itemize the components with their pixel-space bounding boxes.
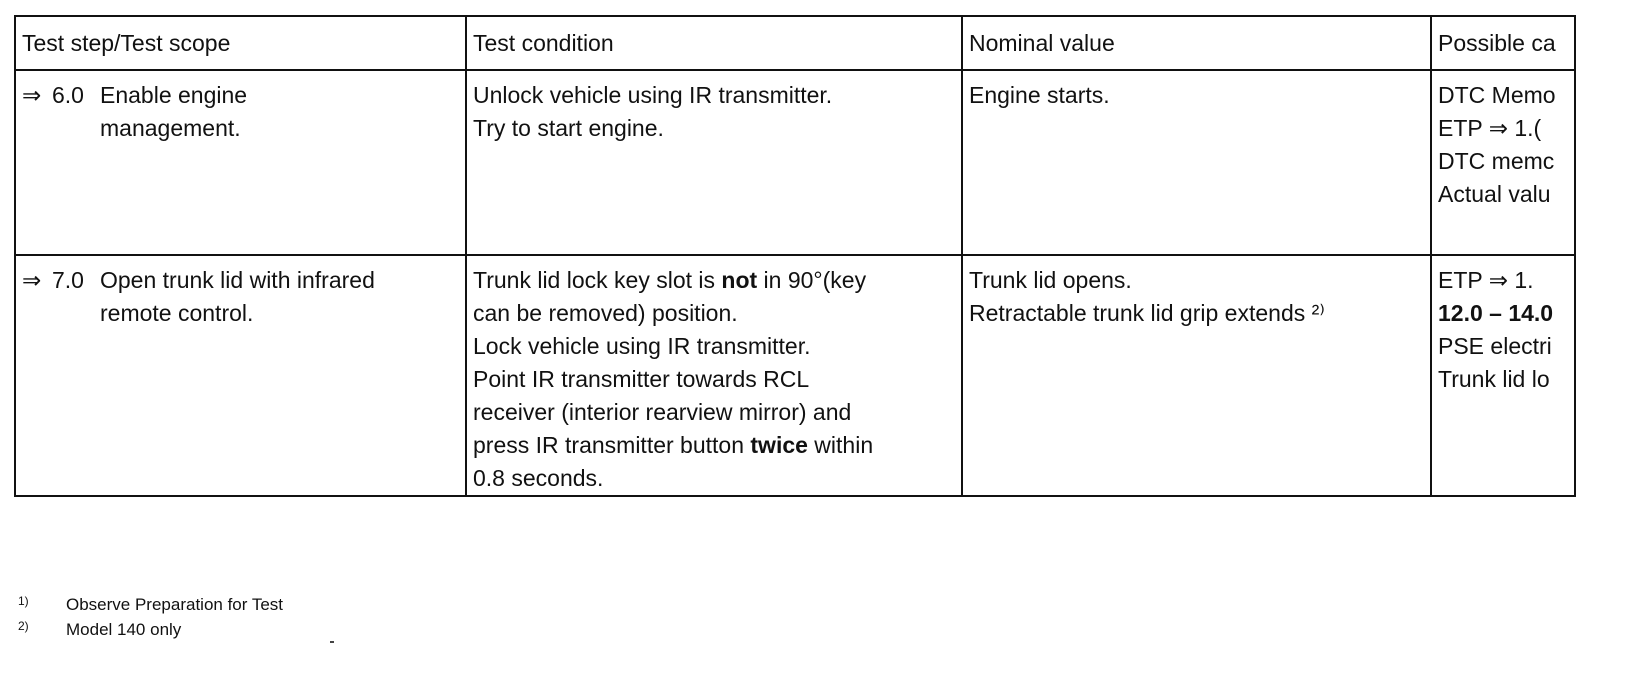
- cause-line: ETP ⇒ 1.(: [1438, 115, 1542, 141]
- test-table: [14, 15, 1576, 497]
- arrow-icon: ⇒: [22, 267, 42, 293]
- table-row: [15, 70, 1575, 255]
- arrow-icon: ⇒: [22, 82, 42, 108]
- cell-possible-cause: [1431, 255, 1575, 496]
- cause-line: 12.0 – 14.0: [1438, 300, 1554, 326]
- step-number: 6.0: [52, 82, 84, 108]
- condition-line: Unlock vehicle using IR transmitter.: [473, 82, 833, 108]
- cause-line: Trunk lid lo: [1438, 366, 1550, 392]
- footnotes: [18, 592, 283, 642]
- cell-test-step: [15, 255, 466, 496]
- header-test-step: Test step/Test scope: [15, 16, 466, 70]
- condition-line: press IR transmitter button twice within: [473, 432, 874, 458]
- step-scope-line: management.: [100, 115, 241, 141]
- condition-line: Point IR transmitter towards RCL: [473, 366, 810, 392]
- condition-line: Trunk lid lock key slot is not in 90°(key: [473, 267, 867, 293]
- header-test-condition: Test condition: [466, 16, 962, 70]
- cell-nominal-value: [962, 70, 1431, 255]
- cause-line: PSE electri: [1438, 333, 1552, 359]
- footnote: [18, 592, 283, 617]
- header-nominal-value: Nominal value: [962, 16, 1431, 70]
- cause-line: ETP ⇒ 1.: [1438, 267, 1534, 293]
- footnote-text: Observe Preparation for Test: [66, 595, 284, 614]
- cell-possible-cause: [1431, 70, 1575, 255]
- condition-line: can be removed) position.: [473, 300, 738, 326]
- footnote-mark: 2): [18, 619, 29, 633]
- step-scope-line: remote control.: [100, 300, 254, 326]
- cause-line: Actual valu: [1438, 181, 1551, 207]
- cell-test-condition: [466, 255, 962, 496]
- nominal-line: Retractable trunk lid grip extends ²⁾: [969, 300, 1325, 326]
- header-possible-cause: Possible ca: [1431, 16, 1575, 70]
- condition-line: Lock vehicle using IR transmitter.: [473, 333, 811, 359]
- condition-line: Try to start engine.: [473, 115, 664, 141]
- nominal-line: Engine starts.: [969, 82, 1110, 108]
- cell-test-condition: [466, 70, 962, 255]
- footnote-mark: 1): [18, 594, 29, 608]
- step-number: 7.0: [52, 267, 84, 293]
- step-scope-line: Open trunk lid with infrared: [100, 267, 375, 293]
- cell-test-step: [15, 70, 466, 255]
- footnote: [18, 617, 283, 642]
- footnote-text: Model 140 only: [66, 620, 182, 639]
- cause-line: DTC Memo: [1438, 82, 1556, 108]
- table-header-row: [15, 16, 1575, 70]
- cell-nominal-value: [962, 255, 1431, 496]
- cause-line: DTC memc: [1438, 148, 1555, 174]
- condition-line: 0.8 seconds.: [473, 465, 604, 491]
- table-row: [15, 255, 1575, 496]
- step-scope-line: Enable engine: [100, 82, 248, 108]
- condition-line: receiver (interior rearview mirror) and: [473, 399, 852, 425]
- nominal-line: Trunk lid opens.: [969, 267, 1132, 293]
- scan-speck: [330, 641, 334, 643]
